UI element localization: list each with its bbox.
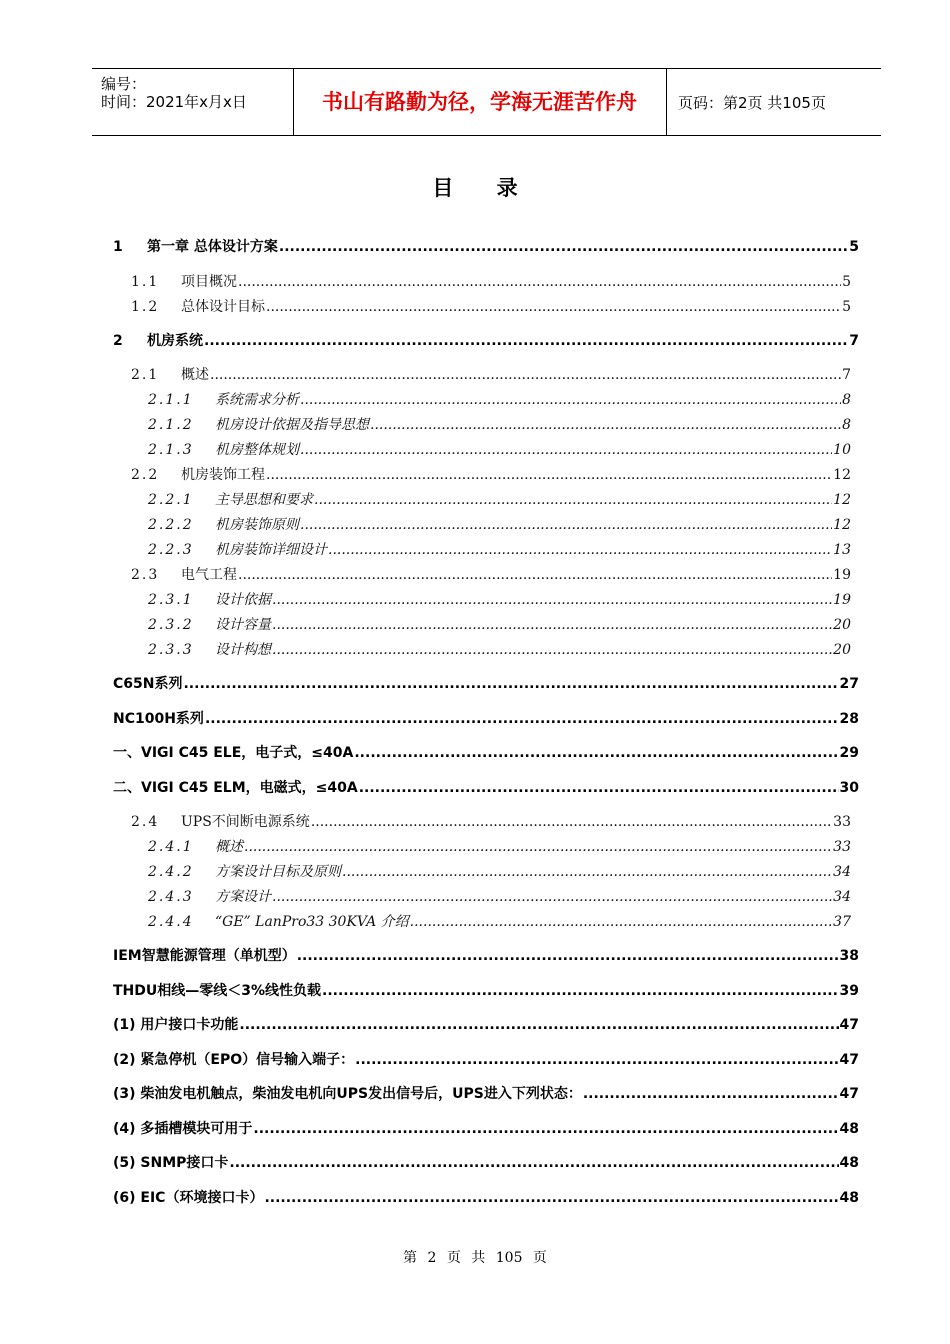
toc-entry-page: 39: [839, 983, 859, 999]
toc-dot-leader: [238, 567, 832, 583]
toc-entry-page: 48: [839, 1190, 859, 1206]
page-footer: 第 2 页 共 105 页: [403, 1250, 547, 1266]
toc-entry[interactable]: [113, 777, 859, 797]
toc-entry-number: 2.1.1: [148, 392, 194, 408]
toc-entry-number: 2.1: [131, 367, 160, 383]
toc-entry-title: “GE” LanPro33 30KVA 介绍: [215, 914, 409, 930]
toc-dot-leader: [359, 780, 839, 796]
toc-entry-number: 2.2.2: [148, 517, 194, 533]
toc-dot-leader: [272, 889, 832, 905]
page-title: 目 录: [432, 176, 536, 200]
toc-entry[interactable]: [113, 1118, 859, 1138]
toc-dot-leader: [204, 333, 848, 349]
toc-dot-leader: [328, 542, 832, 558]
toc-entry[interactable]: [148, 514, 851, 534]
toc-entry[interactable]: [148, 414, 851, 434]
toc-entry[interactable]: [148, 589, 851, 609]
toc-entry-number: 2.4: [131, 814, 160, 830]
toc-entry[interactable]: [113, 236, 859, 256]
toc-entry[interactable]: [131, 296, 851, 316]
toc-entry-page: 20: [833, 617, 851, 633]
toc-entry-page: 5: [842, 299, 851, 315]
toc-entry-number: 2.1.2: [148, 417, 194, 433]
toc-entry[interactable]: [131, 464, 851, 484]
toc-entry-page: 12: [833, 467, 851, 483]
toc-dot-leader: [311, 814, 832, 830]
toc-entry[interactable]: [148, 861, 851, 881]
toc-entry-page: 48: [839, 1121, 859, 1137]
toc-entry[interactable]: [113, 708, 859, 728]
toc-entry-title: (3) 柴油发电机触点，柴油发电机向UPS发出信号后，UPS进入下列状态：: [113, 1086, 582, 1102]
toc-dot-leader: [238, 274, 841, 290]
toc-entry[interactable]: [131, 811, 851, 831]
toc-dot-leader: [342, 864, 832, 880]
toc-entry-page: 12: [833, 492, 851, 508]
toc-entry-page: 37: [833, 914, 851, 930]
toc-entry[interactable]: [113, 1014, 859, 1034]
toc-entry[interactable]: [113, 673, 859, 693]
toc-entry-title: 设计依据: [215, 592, 271, 608]
toc-dot-leader: [279, 239, 848, 255]
toc-dot-leader: [300, 517, 832, 533]
toc-dot-leader: [354, 745, 838, 761]
toc-entry-number: 2.2.3: [148, 542, 194, 558]
toc-dot-leader: [244, 839, 832, 855]
toc-entry-page: 20: [833, 642, 851, 658]
toc-entry[interactable]: [113, 1049, 859, 1069]
toc-entry-page: 47: [839, 1017, 859, 1033]
toc-entry-page: 8: [842, 417, 851, 433]
toc-entry-title: 机房装饰原则: [215, 517, 299, 533]
document-number-label: 编号：: [101, 75, 147, 93]
toc-entry-title: (1) 用户接口卡功能: [113, 1017, 239, 1033]
toc-entry-page: 33: [833, 839, 851, 855]
toc-dot-leader: [272, 642, 832, 658]
toc-entry[interactable]: [148, 836, 851, 856]
toc-entry-number: 2: [113, 333, 123, 349]
toc-entry-title: 概述: [181, 367, 209, 383]
toc-dot-leader: [205, 711, 839, 727]
toc-entry-page: 5: [849, 239, 859, 255]
toc-entry-title: 机房装饰详细设计: [215, 542, 327, 558]
toc-entry-title: 二、VIGI C45 ELM，电磁式，≤40A: [113, 780, 358, 796]
header-meta-cell: [92, 69, 294, 135]
toc-entry-number: 2.2: [131, 467, 160, 483]
toc-entry-title: 设计容量: [215, 617, 271, 633]
toc-entry-number: 2.3.2: [148, 617, 194, 633]
toc-entry[interactable]: [113, 742, 859, 762]
toc-entry-title: 机房装饰工程: [181, 467, 265, 483]
toc-dot-leader: [370, 417, 841, 433]
toc-entry-title: (5) SNMP接口卡: [113, 1155, 229, 1171]
toc-entry[interactable]: [148, 389, 851, 409]
toc-entry-title: UPS不间断电源系统: [181, 814, 310, 830]
toc-entry-number: 2.3.3: [148, 642, 194, 658]
toc-entry-number: 2.4.1: [148, 839, 194, 855]
toc-entry-page: 33: [833, 814, 851, 830]
toc-entry[interactable]: [148, 886, 851, 906]
toc-entry-title: NC100H系列: [113, 711, 204, 727]
toc-entry-title: 机房系统: [147, 333, 203, 349]
toc-entry-number: 2.4.4: [148, 914, 194, 930]
toc-entry-page: 13: [833, 542, 851, 558]
toc-dot-leader: [410, 914, 833, 930]
toc-entry-title: 概述: [215, 839, 243, 855]
toc-entry-page: 34: [833, 889, 851, 905]
toc-entry-page: 12: [833, 517, 851, 533]
toc-entry-number: 2.4.2: [148, 864, 194, 880]
toc-entry-number: 1.2: [131, 299, 160, 315]
toc-entry-number: 1: [113, 239, 123, 255]
toc-entry-title: 机房设计依据及指导思想: [215, 417, 369, 433]
toc-dot-leader: [300, 392, 841, 408]
toc-entry-page: 30: [839, 780, 859, 796]
toc-entry-page: 7: [842, 367, 851, 383]
toc-entry-title: 电气工程: [181, 567, 237, 583]
toc-dot-leader: [322, 983, 838, 999]
toc-dot-leader: [229, 1155, 838, 1171]
toc-dot-leader: [300, 442, 832, 458]
toc-entry-number: 2.1.3: [148, 442, 194, 458]
toc-entry[interactable]: [113, 330, 859, 350]
toc-entry-number: 2.3.1: [148, 592, 194, 608]
toc-dot-leader: [266, 299, 841, 315]
toc-dot-leader: [253, 1121, 838, 1137]
toc-entry-title: 主导思想和要求: [215, 492, 313, 508]
page-header: [92, 68, 881, 136]
toc-dot-leader: [239, 1017, 838, 1033]
toc-entry[interactable]: [148, 639, 851, 659]
toc-entry[interactable]: [148, 539, 851, 559]
toc-entry-title: 方案设计: [215, 889, 271, 905]
toc-dot-leader: [183, 676, 838, 692]
toc-entry-page: 47: [839, 1052, 859, 1068]
toc-entry-page: 34: [833, 864, 851, 880]
toc-dot-leader: [264, 1190, 838, 1206]
toc-entry-page: 29: [839, 745, 859, 761]
toc-dot-leader: [355, 1052, 838, 1068]
header-motto: 书山有路勤为径，学海无涯苦作舟: [293, 69, 667, 135]
toc-entry-title: (2) 紧急停机（EPO）信号输入端子：: [113, 1052, 355, 1068]
toc-entry[interactable]: [131, 364, 851, 384]
toc-entry[interactable]: [131, 564, 851, 584]
toc-dot-leader: [314, 492, 832, 508]
toc-dot-leader: [272, 617, 832, 633]
toc-entry[interactable]: [113, 980, 859, 1000]
header-page-code: 页码：第2页 共105页: [678, 94, 826, 112]
toc-entry[interactable]: [148, 489, 851, 509]
toc-entry-title: 设计构想: [215, 642, 271, 658]
toc-entry-page: 5: [842, 274, 851, 290]
toc-entry-title: (4) 多插槽模块可用于: [113, 1121, 253, 1137]
toc-entry-title: 系统需求分析: [215, 392, 299, 408]
toc-entry[interactable]: [148, 614, 851, 634]
toc-entry-number: 2.4.3: [148, 889, 194, 905]
toc-entry-number: 1.1: [131, 274, 160, 290]
toc-entry[interactable]: [131, 271, 851, 291]
toc-entry-page: 8: [842, 392, 851, 408]
toc-entry-page: 48: [839, 1155, 859, 1171]
toc-entry-title: IEM智慧能源管理（单机型）: [113, 948, 296, 964]
toc-dot-leader: [297, 948, 839, 964]
toc-entry[interactable]: [113, 945, 859, 965]
document-time-label: 时间：2021年x月x日: [101, 93, 247, 111]
toc-entry[interactable]: [148, 911, 851, 931]
toc-entry-title: 第一章 总体设计方案: [147, 239, 278, 255]
toc-entry-page: 27: [839, 676, 859, 692]
toc-dot-leader: [272, 592, 832, 608]
toc-entry-page: 47: [839, 1086, 859, 1102]
toc-entry[interactable]: [113, 1083, 859, 1103]
toc-entry-page: 7: [849, 333, 859, 349]
toc-entry[interactable]: [113, 1152, 859, 1172]
toc-entry-title: 方案设计目标及原则: [215, 864, 341, 880]
toc-entry-title: 机房整体规划: [215, 442, 299, 458]
toc-dot-leader: [210, 367, 841, 383]
toc-entry-title: 项目概况: [181, 274, 237, 290]
toc-entry[interactable]: [113, 1187, 859, 1207]
toc-entry-title: 总体设计目标: [181, 299, 265, 315]
toc-dot-leader: [266, 467, 832, 483]
toc-entry-page: 28: [839, 711, 859, 727]
toc-entry-title: THDU相线—零线＜3%线性负载: [113, 983, 322, 999]
toc-entry-page: 19: [833, 592, 851, 608]
toc-entry-page: 10: [833, 442, 851, 458]
toc-entry-page: 38: [839, 948, 859, 964]
toc-entry-number: 2.2.1: [148, 492, 194, 508]
toc-entry-title: (6) EIC（环境接口卡）: [113, 1190, 264, 1206]
toc-entry[interactable]: [148, 439, 851, 459]
toc-dot-leader: [583, 1086, 839, 1102]
toc-entry-page: 19: [833, 567, 851, 583]
toc-entry-title: 一、VIGI C45 ELE，电子式，≤40A: [113, 745, 354, 761]
toc-entry-number: 2.3: [131, 567, 160, 583]
toc-entry-title: C65N系列: [113, 676, 183, 692]
